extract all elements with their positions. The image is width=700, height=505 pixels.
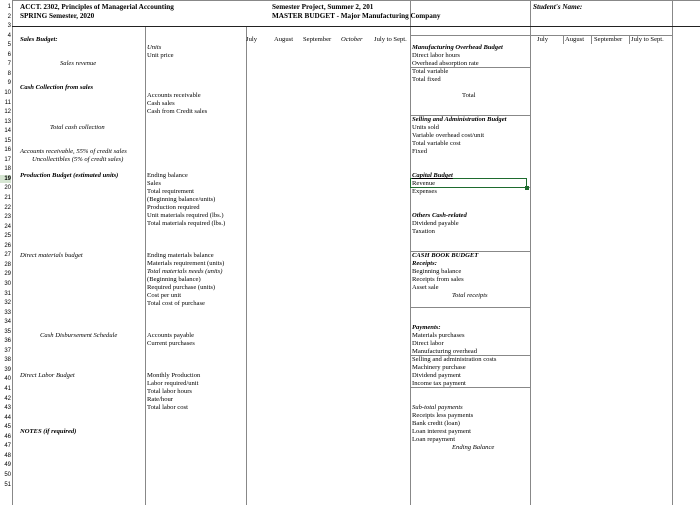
accounts-receivable-note: Accounts receivable, 55% of credit sales xyxy=(20,148,127,155)
row-number[interactable]: 22 xyxy=(4,204,11,211)
sales-revenue-label: Sales revenue xyxy=(60,60,97,67)
units-sold-label: Units sold xyxy=(412,124,439,131)
row-number[interactable]: 31 xyxy=(4,290,11,297)
month-header-august: August xyxy=(274,36,294,43)
row-number[interactable]: 42 xyxy=(4,395,11,402)
row-number[interactable]: 39 xyxy=(4,366,11,373)
row-number[interactable]: 32 xyxy=(4,300,11,307)
ending-balance-right-label: Ending Balance xyxy=(452,444,495,451)
column-divider xyxy=(563,36,564,44)
row-divider xyxy=(12,0,700,1)
row-number[interactable]: 14 xyxy=(4,128,11,135)
production-budget-heading: Production Budget (estimated units) xyxy=(20,172,119,179)
total-requirement-label: Total requirement xyxy=(147,188,194,195)
row-number[interactable]: 10 xyxy=(4,89,11,96)
receipts-less-payments-label: Receipts less payments xyxy=(412,412,474,419)
receipts-from-sales-label: Receipts from sales xyxy=(412,276,464,283)
row-number[interactable]: 36 xyxy=(4,338,11,345)
row-number[interactable]: 4 xyxy=(7,32,11,39)
row-number[interactable]: 29 xyxy=(4,271,11,278)
units-label: Units xyxy=(147,44,162,51)
sales-budget-heading: Sales Budget: xyxy=(20,36,58,43)
total-variable-label: Total variable xyxy=(412,68,449,75)
row-number[interactable]: 21 xyxy=(4,195,11,201)
beginning-balance-right-label: Beginning balance xyxy=(412,268,462,275)
direct-labor-hours-label: Direct labor hours xyxy=(412,52,460,59)
row-number[interactable]: 26 xyxy=(4,242,11,249)
required-purchase-label: Required purchase (units) xyxy=(147,284,216,291)
dividend-payable-label: Dividend payable xyxy=(412,220,459,227)
row-number[interactable]: 5 xyxy=(7,42,11,49)
row-number[interactable]: 18 xyxy=(4,166,11,173)
cash-book-budget-heading: CASH BOOK BUDGET xyxy=(412,252,479,259)
row-number[interactable]: 46 xyxy=(4,433,11,440)
ending-materials-balance-label: Ending materials balance xyxy=(147,252,214,259)
direct-labor-label: Direct labor xyxy=(412,340,444,347)
course-title: ACCT. 2302, Principles of Managerial Accounting xyxy=(20,3,174,11)
row-number[interactable]: 25 xyxy=(4,233,11,240)
others-cash-related-heading: Others Cash-related xyxy=(412,212,467,219)
total-labor-hours-label: Total labor hours xyxy=(147,388,192,395)
row-number[interactable]: 9 xyxy=(7,80,11,87)
row-number[interactable]: 30 xyxy=(4,280,11,287)
row-number[interactable]: 35 xyxy=(4,328,11,335)
sub-total-payments-label: Sub-total payments xyxy=(412,404,463,411)
row-number[interactable]: 51 xyxy=(4,481,11,488)
cash-from-credit-sales-label: Cash from Credit sales xyxy=(147,108,208,115)
capital-budget-heading: Capital Budget xyxy=(412,172,453,179)
row-number[interactable]: 33 xyxy=(4,309,11,316)
total-receipts-label: Total receipts xyxy=(452,292,488,299)
sales-label: Sales xyxy=(147,180,161,187)
column-divider xyxy=(530,0,531,505)
overhead-absorption-rate-label: Overhead absorption rate xyxy=(412,60,479,67)
loan-interest-payment-label: Loan interest payment xyxy=(412,428,471,435)
manufacturing-overhead-label: Manufacturing overhead xyxy=(412,348,477,355)
fixed-label: Fixed xyxy=(412,148,428,155)
row-number[interactable]: 47 xyxy=(4,443,11,450)
total-cost-of-purchase-label: Total cost of purchase xyxy=(147,300,205,307)
right-month-header-august: August xyxy=(565,36,585,43)
beginning-balance-label: (Beginning balance) xyxy=(147,276,201,283)
notes-label: NOTES (if required) xyxy=(20,428,77,435)
column-divider xyxy=(145,27,146,505)
right-month-header-july-to-sept: July to Sept. xyxy=(631,36,664,43)
labor-required-per-unit-label: Labor required/unit xyxy=(147,380,199,387)
direct-materials-budget-label: Direct materials budget xyxy=(20,252,83,259)
uncollectibles-note: Uncollectibles (5% of credit sales) xyxy=(32,156,124,163)
row-number[interactable]: 41 xyxy=(4,386,11,392)
row-number[interactable]: 28 xyxy=(4,261,11,268)
payments-heading: Payments: xyxy=(412,324,441,331)
manufacturing-overhead-heading: Manufacturing Overhead Budget xyxy=(412,44,503,51)
cost-per-unit-label: Cost per unit xyxy=(147,292,182,299)
row-number[interactable]: 16 xyxy=(4,147,11,154)
budget-title: MASTER BUDGET - Major Manufacturing Company xyxy=(272,12,441,20)
revenue-label[interactable]: Revenue xyxy=(412,180,436,187)
unit-price-label: Unit price xyxy=(147,52,174,59)
semester-title: SPRING Semester, 2020 xyxy=(20,12,95,20)
right-month-header-september: September xyxy=(594,36,623,43)
cash-sales-label: Cash sales xyxy=(147,100,175,107)
current-purchases-label: Current purchases xyxy=(147,340,195,347)
month-header-september: September xyxy=(303,36,332,43)
row-number[interactable]: 11 xyxy=(4,99,11,106)
machinery-purchase-label: Machinery purchase xyxy=(412,364,466,371)
row-number[interactable]: 45 xyxy=(4,424,11,431)
row-number[interactable]: 3 xyxy=(7,23,11,30)
student-name-label: Student's Name: xyxy=(533,3,583,11)
row-number[interactable]: 49 xyxy=(4,462,11,469)
row-number[interactable]: 20 xyxy=(4,185,11,192)
row-number[interactable]: 19 xyxy=(0,175,11,183)
variable-overhead-cost-label: Variable overhead cost/unit xyxy=(412,132,485,139)
row-number[interactable]: 13 xyxy=(4,118,11,125)
row-number[interactable]: 48 xyxy=(4,452,11,459)
row-number[interactable]: 23 xyxy=(4,214,11,221)
fill-handle[interactable] xyxy=(525,186,529,190)
accounts-receivable-label: Accounts receivable xyxy=(147,92,201,99)
row-number[interactable]: 15 xyxy=(4,137,11,144)
row-number[interactable]: 40 xyxy=(4,376,11,383)
row-number[interactable]: 12 xyxy=(4,109,11,116)
materials-purchases-label: Materials purchases xyxy=(412,332,465,339)
column-divider xyxy=(591,36,592,44)
monthly-production-label: Monthly Production xyxy=(147,372,201,379)
month-header-october: October xyxy=(341,36,363,43)
receipts-heading: Receipts: xyxy=(412,260,437,267)
total-label: Total xyxy=(462,92,476,99)
column-divider xyxy=(246,27,247,505)
total-labor-cost-label: Total labor cost xyxy=(147,404,188,411)
accounts-payable-label: Accounts payable xyxy=(147,332,195,339)
total-materials-required-label: Total materials required (lbs.) xyxy=(147,220,226,227)
row-number[interactable]: 24 xyxy=(4,223,11,230)
total-cash-collection-label: Total cash collection xyxy=(50,124,105,131)
column-divider xyxy=(410,0,411,505)
header-divider xyxy=(12,26,700,27)
row-number[interactable]: 50 xyxy=(4,471,11,478)
ending-balance-label: Ending balance xyxy=(147,172,188,179)
loan-repayment-label: Loan repayment xyxy=(412,436,456,443)
total-materials-needs-label: Total materials needs (units) xyxy=(147,268,223,275)
row-number[interactable]: 7 xyxy=(7,61,11,68)
asset-sale-label: Asset sale xyxy=(412,284,439,291)
cash-collection-heading: Cash Collection from sales xyxy=(20,84,94,91)
income-tax-payment-label: Income tax payment xyxy=(412,380,466,387)
right-month-header-july: July xyxy=(537,36,548,43)
column-divider xyxy=(629,36,630,44)
project-title: Semester Project, Summer 2, 201 xyxy=(272,3,374,11)
total-fixed-label: Total fixed xyxy=(412,76,441,83)
selling-admin-budget-heading: Selling and Administration Budget xyxy=(412,116,507,123)
row-number[interactable]: 37 xyxy=(4,347,11,354)
row-number[interactable]: 27 xyxy=(4,252,11,259)
row-number[interactable]: 1 xyxy=(7,4,11,10)
row-number[interactable]: 6 xyxy=(7,51,11,58)
row-number[interactable]: 2 xyxy=(7,13,11,20)
row-divider xyxy=(410,307,530,308)
row-number[interactable]: 17 xyxy=(4,156,11,163)
unit-materials-required-label: Unit materials required (lbs.) xyxy=(147,212,224,219)
cash-disbursement-schedule-label: Cash Disbursement Schedule xyxy=(40,332,118,339)
production-required-label: Production required xyxy=(147,204,200,211)
dividend-payment-label: Dividend payment xyxy=(412,372,461,379)
month-header-july-to-sept: July to Sept. xyxy=(374,36,407,43)
row-number[interactable]: 34 xyxy=(4,319,11,326)
materials-requirement-units-label: Materials requirement (units) xyxy=(147,260,225,267)
rate-per-hour-label: Rate/hour xyxy=(147,396,174,403)
taxation-label: Taxation xyxy=(412,228,435,235)
bank-credit-loan-label: Bank credit (loan) xyxy=(412,420,460,427)
row-number[interactable]: 8 xyxy=(7,70,11,77)
month-header-july: July xyxy=(246,36,257,43)
row-number[interactable]: 44 xyxy=(4,414,11,421)
total-variable-cost-label: Total variable cost xyxy=(412,140,461,147)
row-number[interactable]: 43 xyxy=(4,405,11,412)
selling-admin-costs-label: Selling and administration costs xyxy=(412,356,497,363)
row-number[interactable]: 38 xyxy=(4,357,11,364)
direct-labor-budget-label: Direct Labor Budget xyxy=(20,372,75,379)
column-divider xyxy=(672,0,673,505)
expenses-label: Expenses xyxy=(412,188,437,195)
beginning-balance-units-label: (Beginning balance/units) xyxy=(147,196,216,203)
gutter-divider xyxy=(12,0,13,505)
row-divider xyxy=(410,35,530,36)
